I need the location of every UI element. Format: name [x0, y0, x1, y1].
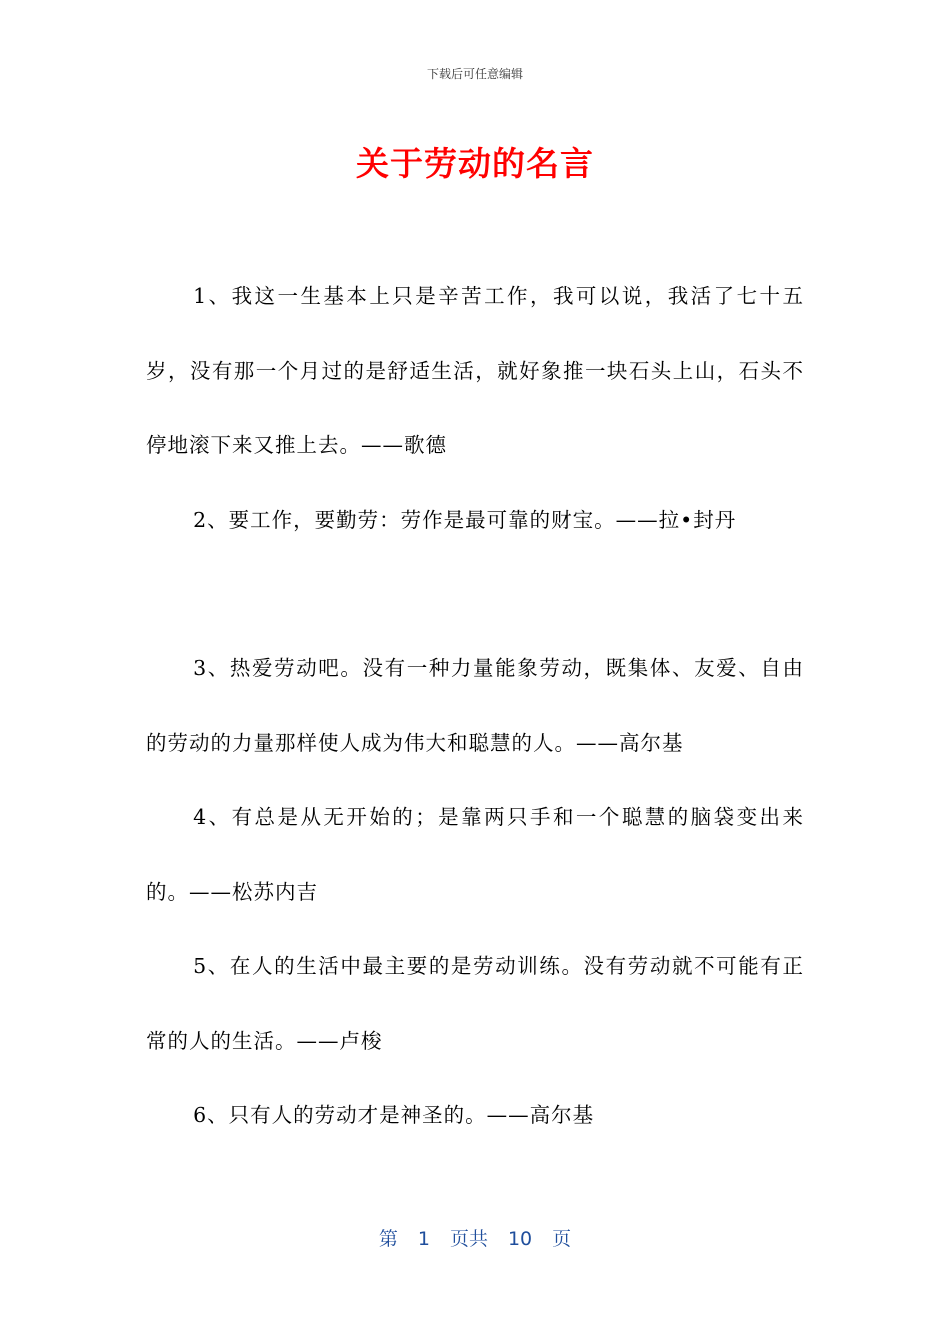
footer-prefix: 第 — [378, 1228, 398, 1250]
quote-item: 2、要工作，要勤劳：劳作是最可靠的财宝。——拉•封丹 — [193, 507, 737, 532]
footer-total-pages: 10 — [507, 1228, 533, 1250]
spacer — [146, 557, 804, 631]
document-title: 关于劳动的名言 — [356, 144, 594, 183]
quote-item: 3、热爱劳动吧。没有一种力量能象劳动，既集体、友爱、自由的劳动的力量那样使人成为伟大和聪慧的人。——高尔基 — [146, 656, 804, 755]
footer-suffix: 页 — [552, 1228, 572, 1250]
quote-item: 5、在人的生活中最主要的是劳动训练。没有劳动就不可能有正常的人的生活。——卢梭 — [146, 954, 804, 1053]
footer-page-number: 1 — [417, 1228, 430, 1250]
footer-middle: 页共 — [449, 1228, 488, 1250]
header-note: 下载后可任意编辑 — [426, 67, 523, 81]
quote-item: 6、只有人的劳动才是神圣的。——高尔基 — [193, 1103, 595, 1127]
quote-item: 1、我这一生基本上只是辛苦工作，我可以说，我活了七十五岁，没有那一个月过的是舒适生活，就好象推一块石头上山，石头不停地滚下来又推上去。——歌德 — [146, 284, 804, 457]
page-footer — [0, 1225, 950, 1253]
quote-list — [146, 259, 804, 1153]
quote-item: 4、有总是从无开始的；是靠两只手和一个聪慧的脑袋变出来的。——松苏内吉 — [146, 805, 804, 904]
